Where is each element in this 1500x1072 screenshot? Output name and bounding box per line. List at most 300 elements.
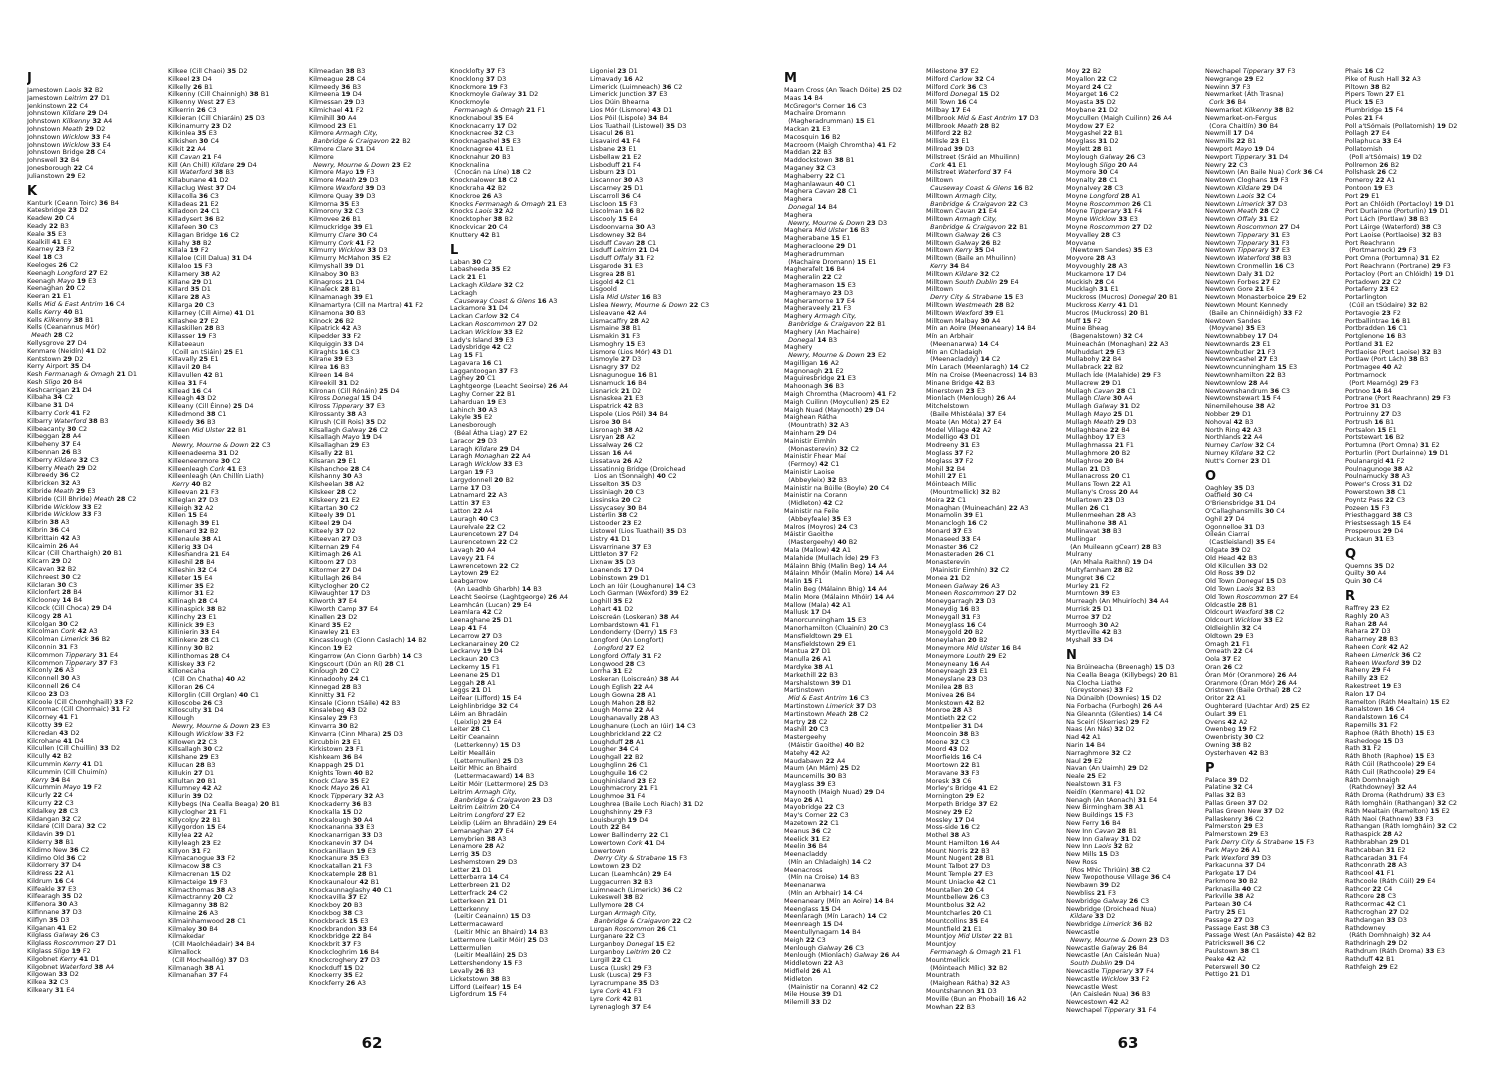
index-entry: Magheraveely 21 F3	[784, 304, 852, 313]
index-entry: (Rathdowney) 32 A4	[1349, 783, 1417, 792]
index-entry: Mullartown 23 D3	[1066, 495, 1125, 504]
index-entry: Killimer 35 E2	[168, 581, 215, 590]
index-entry: Kilflyn 35 D3	[27, 915, 70, 924]
index-entry: Lispatrick 42 B3	[590, 402, 644, 411]
index-entry: Kiltoom 27 D3	[309, 558, 357, 567]
index-entry: Portrane (Port Reachrann) 29 F3	[1345, 394, 1451, 403]
index-entry: Milford Carlow 32 C4	[926, 74, 995, 83]
index-entry: Kilross Donegal 15 D4	[309, 394, 382, 403]
index-entry: Mullinahone 38 A1	[1066, 519, 1128, 528]
index-entry: Newmarket-on-Fergus	[1205, 113, 1277, 122]
index-entry: Loughduff 28 A1	[590, 737, 645, 746]
index-entry: Lemanaghan 27 E4	[450, 826, 514, 835]
index-entry: Killea 31 F4	[168, 378, 207, 387]
index-entry: Lios Mór (Lismore) 43 D1	[590, 105, 673, 114]
index-entry: Mullan 21 D3	[1066, 464, 1110, 473]
index-entry: Kilteevan 27 D3	[309, 534, 362, 543]
index-entry: Pontoon 19 E3	[1345, 183, 1394, 192]
index-entry: Lissiniagh 20 C3	[590, 488, 645, 497]
index-entry: Moycullen (Maigh Cuilinn) 26 A4	[1066, 113, 1172, 122]
index-entry: Portmagee 40 A2	[1345, 363, 1403, 372]
index-entry: Milltown Armagh City,	[926, 191, 998, 200]
index-entry: New Inn Cavan 28 B1	[1066, 826, 1137, 835]
index-entry: Knockavilla 37 E2	[309, 893, 368, 902]
index-entry: Newtownbutler 21 F3	[1205, 347, 1276, 356]
index-entry: Maddan 22 B3	[784, 148, 832, 157]
index-entry: Moynalty 28 C1	[1066, 176, 1118, 185]
index-entry: Kilmacow 38 C3	[168, 862, 222, 871]
index-entry: Kilkit 22 A4	[168, 144, 206, 153]
index-entry: Lackagh Kildare 32 C2	[450, 280, 524, 289]
index-entry: Mullaghboy 17 E3	[1066, 433, 1126, 442]
index-entry: Porturlin (Port Durlainne) 19 D1	[1345, 449, 1449, 458]
index-entry: Kilkee (Cill Chaoi) 35 D2	[168, 68, 248, 75]
index-entry: Derry City & Strabane 15 E3	[930, 293, 1024, 302]
index-entry: Monaghan (Muineachán) 22 A3	[926, 503, 1029, 512]
index-entry: Kinnadoohy 24 C1	[309, 675, 370, 684]
index-entry: (Ros Mhic Thriúin) 38 C2	[1070, 865, 1151, 874]
index-entry: Lackamore 31 D4	[450, 304, 509, 313]
index-entry: Kilmuckridge 39 E1	[309, 222, 374, 231]
index-entry: Maghera	[784, 195, 813, 204]
index-entry: Naas (An Nás) 32 D2	[1066, 725, 1135, 734]
index-entry: Maguiresbridge 21 E3	[784, 374, 857, 383]
index-entry: Lavagh 20 A4	[450, 546, 496, 555]
index-entry: Kilbreedy 36 C2	[27, 471, 80, 480]
index-entry: Newtown Laois 32 C4	[1205, 191, 1277, 200]
index-entry: (Mountmellick) 32 B2	[930, 488, 1001, 497]
index-entry: Quilty 30 A4	[1345, 569, 1387, 578]
index-entry: Newry, Mourne & Down 23 E3	[172, 721, 271, 730]
index-entry: Newcastle Galway 26 B4	[1066, 943, 1148, 952]
index-entry: Kill Waterford 38 B3	[168, 168, 235, 177]
index-entry: Johnswell 32 B4	[27, 156, 80, 165]
index-entry: Park Mayo 26 A1	[1205, 845, 1261, 854]
index-entry: Moylough Sligo 20 A4	[1066, 160, 1138, 169]
index-entry: Leenane 25 D1	[450, 670, 501, 679]
index-entry: Mayo 26 A1	[784, 795, 824, 804]
index-entry: Murroogh 30 A2	[1066, 620, 1119, 629]
index-entry: Kirkistown 23 F1	[309, 745, 364, 754]
index-entry: Kilgowan 33 D2	[27, 970, 79, 979]
index-entry: Monivea 26 B4	[926, 690, 976, 699]
index-entry: Newtownhamilton 22 B3	[1205, 371, 1286, 380]
index-entry: Loughmacrory 21 F1	[590, 784, 659, 793]
index-entry: Longford Offaly 31 F2	[590, 651, 662, 660]
index-entry: Ráth Naoi (Rathnew) 33 F3	[1345, 814, 1434, 823]
index-entry: Monamolin 39 E1	[926, 511, 984, 520]
index-entry: Leenaghane 25 D1	[450, 616, 513, 625]
index-entry: Lisleavane 42 A4	[590, 308, 647, 317]
index-entry: Kilbeheny 37 E4	[27, 440, 81, 449]
index-entry: Kilmacthomas 38 A3	[168, 885, 237, 894]
index-entry: Killowen 22 C3	[168, 737, 218, 746]
index-entry: Kincon 19 E2	[309, 643, 353, 652]
index-entry: Knockmoyle	[450, 98, 490, 107]
index-entry: Knocknaboul 35 E4	[450, 113, 514, 122]
index-entry: Littleton 37 F2	[590, 550, 639, 559]
index-entry: Longwood 28 C3	[590, 659, 646, 668]
index-entry: Newmarket (Áth Trasna)	[1205, 90, 1284, 99]
index-entry: (Castleisland) 35 E4	[1209, 538, 1276, 547]
index-entry: Montieth 22 C2	[926, 714, 977, 723]
index-entry: New Twopothouse Village 36 C4	[1066, 873, 1171, 882]
index-entry: Killeen	[168, 433, 190, 442]
index-entry: Lombardstown 41 F1	[590, 620, 660, 629]
index-entry: Listowel (Lios Tuathail) 35 D3	[590, 527, 687, 536]
index-entry: Partean 30 C4	[1205, 900, 1252, 909]
index-entry: Newtown (An Baile Nua) Cork 36 C4	[1205, 168, 1324, 177]
index-entry: Omeath 22 C4	[1205, 647, 1254, 656]
index-entry: Lissycasey 30 B4	[590, 503, 647, 512]
index-entry: Kildimo Old 36 C2	[27, 853, 87, 862]
index-entry: Mucklagh 31 E1	[1066, 285, 1119, 294]
index-entry: Kilmore Mayo 19 F3	[309, 168, 375, 177]
index-entry: Mungret 36 C2	[1066, 573, 1116, 582]
index-entry: Killashee 27 E2	[168, 316, 219, 325]
index-entry: Kilmessan 29 D3	[309, 98, 365, 107]
index-entry: Jamestown Laois 32 B2	[27, 86, 104, 94]
index-entry: Kilmore	[309, 152, 334, 161]
index-entry: Laurencetown 27 D4	[450, 530, 519, 539]
index-entry: Portroe 31 D3	[1345, 402, 1391, 411]
index-entry: Mackan 21 E3	[784, 124, 831, 133]
index-entry: Kilmorna 35 E3	[309, 199, 360, 208]
index-entry: Kilshanny 30 A3	[309, 472, 363, 481]
index-entry: Killough Wicklow 33 F2	[168, 729, 245, 738]
index-entry: Milltown Malbay 30 A4	[926, 316, 1001, 325]
index-entry: Milltown Kerry 35 D4	[926, 246, 995, 255]
index-entry: Mainistir na Búille (Boyle) 20 C4	[784, 483, 890, 492]
index-entry: Quemns 35 D2	[1345, 561, 1395, 570]
index-entry: Killeedy 36 B3	[168, 417, 216, 426]
index-entry: Loskeran (Loiscreán) 38 A4	[590, 675, 680, 684]
index-entry: Rathaspick 28 A2	[1345, 830, 1403, 839]
index-entry: Lisgold 42 C1	[590, 277, 635, 286]
letter-heading: Q	[1345, 546, 1357, 562]
index-entry: Letterbarra 14 C4	[450, 873, 509, 882]
index-entry: (Letterkenny) 15 D3	[454, 740, 521, 749]
index-entry: Lahinch 30 A3	[450, 405, 498, 414]
index-entry: Mín na Croise (Meenacross) 14 B3	[926, 371, 1038, 380]
index-entry: Maas 14 B4	[784, 93, 823, 102]
index-entry: Monilea 28 B3	[926, 682, 974, 691]
index-entry: Millstreet (Sráid an Mhuilinn)	[926, 152, 1020, 161]
index-entry: Na Gleannta (Glenties) 14 C4	[1066, 709, 1163, 718]
index-entry: Rathcroghan 27 D2	[1345, 908, 1409, 917]
index-entry: Mullingar	[1066, 534, 1097, 543]
index-entry: Kerry Airport 35 D4	[27, 362, 91, 371]
index-entry: Leitrim Armagh City,	[450, 787, 517, 796]
index-entry: Banbridge & Craigavon 22 B2	[313, 137, 411, 146]
index-entry: Port Lách (Portlaw) 38 B3	[1345, 215, 1429, 224]
index-entry: Knocknagree 41 E1	[450, 144, 515, 153]
index-entry: (Cill Mocheallóg) 37 D3	[172, 955, 249, 964]
index-entry: Port Omna (Portumna) 31 E2	[1345, 254, 1440, 263]
index-entry: Rahan 28 A4	[1345, 619, 1388, 628]
index-entry: Milltown Wexford 39 E1	[926, 308, 1005, 317]
index-entry: Moortown 22 B1	[926, 760, 981, 769]
index-entry: Mount Temple 27 E3	[926, 870, 994, 879]
index-entry: Lyre Cork 42 B1	[590, 994, 643, 1003]
index-entry: Ogonnelloe 31 D3	[1205, 522, 1265, 531]
index-entry: Kilbane 31 D4	[27, 401, 74, 410]
index-entry: Killinick 39 E3	[168, 620, 215, 629]
index-entry: Kilskeer 28 C2	[309, 488, 357, 497]
index-entry: Mullabohy 22 B4	[1066, 355, 1122, 364]
index-entry: Loghill 35 E2	[590, 597, 633, 606]
index-entry: Lackan Wicklow 33 E2	[450, 327, 524, 336]
index-entry: Kilpedder 33 F2	[309, 332, 362, 341]
index-entry: Killeevan 21 F3	[168, 488, 219, 497]
index-entry: Macosquin 16 B2	[784, 132, 841, 141]
index-entry: Newtown Cloghans 19 F3	[1205, 176, 1289, 185]
index-entry: Killeany (Cill Éinne) 25 D4	[168, 402, 254, 411]
index-entry: Meenanarwa	[784, 881, 826, 890]
index-entry: Lislea Newry, Mourne & Down 22 C3	[590, 300, 710, 309]
index-entry: Moyne Tipperary 31 F4	[1066, 207, 1143, 216]
index-entry: Mín Larach (Meenlaragh) 14 C2	[926, 363, 1030, 372]
index-entry: Monard 37 E3	[926, 527, 973, 536]
index-entry: Kilcolman Cork 42 A3	[27, 627, 98, 636]
index-entry: Mucros (Muckross) 20 B1	[1066, 308, 1149, 317]
index-entry: Newinn 37 F3	[1205, 82, 1251, 91]
index-entry: Kilclonfert 28 B4	[27, 588, 82, 597]
index-column	[926, 68, 1060, 1011]
index-entry: Lack 21 E1	[450, 273, 487, 282]
index-entry: Lag 15 F1	[450, 351, 483, 360]
index-entry: Knockanure 35 E3	[309, 854, 369, 863]
index-entry: Donegal 14 B4	[788, 202, 838, 211]
letter-heading: L	[450, 242, 459, 258]
index-entry: Meenreagh 15 D4	[784, 920, 844, 929]
index-entry: Killamery 38 A2	[168, 269, 221, 278]
index-entry: Killasser 19 F3	[168, 332, 217, 341]
index-entry: Kilbarry Cork 41 F2	[27, 409, 91, 418]
index-entry: Moneyslane 23 D3	[926, 675, 988, 684]
index-entry: Mitchelstown	[926, 402, 969, 411]
index-entry: Keshcarrigan 21 D4	[27, 385, 92, 394]
index-entry: Raheen Limerick 36 C2	[1345, 650, 1422, 659]
index-entry: Kells (Ceanannus Mór)	[27, 323, 100, 332]
index-entry: Port Láirge (Waterford) 38 C3	[1345, 222, 1442, 231]
index-entry: Knock Mayo 26 A1	[309, 784, 371, 793]
index-entry: Magheramorne 17 E4	[784, 296, 856, 305]
index-entry: Kilbride Wicklow 33 F3	[27, 510, 102, 519]
index-entry: Kildavin 39 D1	[27, 830, 76, 839]
index-entry: Moyne Longford 28 A1	[1066, 191, 1141, 200]
index-entry: Kilberry Kildare 32 C3	[27, 455, 99, 464]
index-entry: Kilrane 39 E3	[309, 355, 354, 364]
index-entry: Mount Hamilton 16 A4	[926, 838, 1000, 847]
index-entry: Markethill 22 B3	[784, 670, 838, 679]
index-column	[309, 68, 443, 988]
index-entry: Moglass 37 F2	[926, 456, 974, 465]
index-entry: Newgrange 29 E2	[1205, 74, 1264, 83]
index-entry: (Cora Chaitlín) 30 B4	[1209, 121, 1279, 130]
index-entry: Maghery (An Machaire)	[784, 327, 860, 336]
index-entry: Loiscreán (Loskeran) 38 A4	[590, 612, 680, 621]
index-entry: Kilbricken 32 A3	[27, 479, 81, 488]
index-entry: Lisduff Leitrim 21 D4	[590, 246, 659, 255]
index-entry: Newtowncunningham 15 E3	[1205, 363, 1298, 372]
index-entry: Mallow (Mala) 42 A1	[784, 600, 851, 609]
index-entry: Killaloe (Cill Dalua) 31 D4	[168, 254, 253, 263]
index-entry: Lisnagunogue 16 B1	[590, 371, 658, 380]
index-entry: (Maighean Rátha) 32 A3	[930, 979, 1011, 988]
index-entry: Moresk 33 C6	[926, 776, 972, 785]
index-entry: Kilteely 39 D1	[309, 511, 356, 520]
index-entry: Kearney 23 F2	[27, 245, 75, 254]
index-entry: Portruinny 27 D3	[1345, 410, 1402, 419]
index-entry: Kilmainhamwood 28 C1	[168, 916, 247, 925]
index-entry: Pipers Town 27 E1	[1345, 90, 1405, 99]
index-entry: Kilbrin 36 C4	[27, 526, 70, 535]
index-entry: Mala (Mallow) 42 A1	[784, 546, 851, 555]
index-entry: Lisacul 26 B1	[590, 129, 635, 138]
index-entry: Milemill 33 D2	[784, 998, 832, 1007]
index-entry: Nad 42 A1	[1066, 733, 1101, 742]
index-entry: Mullach Íde (Malahide) 29 F3	[1066, 371, 1161, 380]
index-column	[1066, 68, 1200, 1015]
index-entry: (Cill On Chatha) 40 A2	[172, 675, 246, 684]
index-entry: Mill Town 16 C4	[926, 98, 978, 107]
index-entry: Na Brúineacha (Breenagh) 15 D3	[1066, 662, 1175, 671]
index-entry: Lusca (Lusk) 29 F3	[590, 963, 652, 972]
index-entry: Laveyу 21 F4	[450, 553, 495, 562]
index-entry: Newtown Kildare 29 D4	[1205, 183, 1283, 192]
index-entry: Killylea 22 A2	[168, 831, 214, 840]
index-entry: Keenaghan 20 C2	[27, 284, 86, 293]
index-entry: Kilmorony 32 C3	[309, 207, 364, 216]
index-entry: Loughmoe 31 F4	[590, 792, 646, 801]
index-entry: Lios Póil (Lispole) 34 B4	[590, 113, 668, 122]
index-entry: Knocknacarry 17 D2	[450, 121, 517, 130]
index-entry: Kesh Sligo 20 B4	[27, 377, 83, 386]
index-entry: Knocknalina	[450, 160, 490, 169]
index-entry: Leighlinbridge 32 C4	[450, 701, 519, 710]
index-entry: Malros (Moyros) 24 C3	[784, 522, 858, 531]
index-entry: Oghil 27 D4	[1205, 514, 1245, 523]
index-entry: Knockbog 38 C3	[309, 909, 363, 918]
index-entry: Moneygall 31 F3	[926, 612, 981, 621]
letter-heading: M	[784, 71, 797, 86]
index-entry: Milltown Kildare 32 C2	[926, 269, 1000, 278]
index-entry: Mount Talbot 27 D3	[926, 862, 991, 871]
index-entry: (Mountrath) 32 A3	[788, 421, 849, 430]
index-entry: Knights Town 40 B2	[309, 768, 374, 777]
index-entry: Killeglan 27 D3	[168, 495, 219, 504]
index-entry: Loughguile 16 C2	[590, 768, 648, 777]
index-entry: Lisdowney 32 B4	[590, 230, 647, 239]
index-entry: Kerry 34 B4	[930, 261, 970, 270]
index-entry: (Poll a'tSómais) 19 D2	[1349, 152, 1423, 161]
index-entry: Causeway Coast & Glens 16 B2	[930, 183, 1034, 192]
index-entry: Killeenleagh Cork 41 E3	[168, 464, 247, 473]
index-entry: Ninemilehouse 38 A2	[1205, 402, 1276, 411]
index-entry: Leggs 21 D1	[450, 686, 492, 695]
index-entry: Mullanacross 20 C1	[1066, 472, 1131, 481]
index-entry: Kilcormac (Cill Chormaic) 31 F2	[27, 705, 131, 714]
index-entry: Kilmeadan 38 B3	[309, 68, 366, 75]
index-entry: Knockbrack 15 E3	[309, 916, 369, 925]
index-entry: Keale 35 E3	[27, 229, 67, 238]
index-entry: Knockatallan 21 F3	[309, 862, 373, 871]
index-entry: Moy 22 B2	[1066, 68, 1102, 75]
index-entry: Navan (An Uaimh) 29 D2	[1066, 764, 1149, 773]
page-number-left: 62	[361, 1034, 383, 1052]
index-entry: Maghaberry 22 C1	[784, 171, 846, 180]
index-entry: Randalstown 16 C4	[1345, 713, 1409, 722]
index-entry: Kildare (Cill Dara) 32 C2	[27, 822, 107, 831]
index-entry: Newtown Offaly 31 E2	[1205, 215, 1279, 224]
index-entry: Killavil 20 B4	[168, 363, 212, 372]
index-entry: Limerick (Luimneach) 36 C2	[590, 82, 683, 91]
index-entry: Mid & East Antrim 16 C3	[788, 694, 869, 703]
index-entry: Killinkere 28 C1	[168, 636, 220, 645]
index-entry: Knockanevin 37 D4	[309, 838, 373, 847]
index-entry: Newtowncashel 27 E3	[1205, 355, 1278, 364]
index-entry: Leacht Seoirse (Laghtgeorge) 26 A4	[450, 592, 569, 601]
index-entry: Knockbrandon 33 E4	[309, 924, 378, 933]
index-entry: Narin 14 B4	[1066, 740, 1106, 749]
index-entry: Leamhcán (Lucan) 29 E4	[450, 600, 532, 609]
index-entry: Mountallen 20 C4	[926, 885, 985, 894]
index-entry: Moira 22 C1	[926, 495, 967, 504]
index-entry: Parkacunna 37 D4	[1205, 861, 1266, 870]
index-entry: Killaskillen 28 B3	[168, 324, 225, 333]
index-entry: Lisnagry 37 D2	[590, 363, 641, 372]
index-entry: Kishkeam 36 B4	[309, 753, 363, 762]
index-entry: Na Dúnaibh (Downies) 15 D2	[1066, 694, 1162, 703]
index-entry: Mainistir na Corann	[784, 491, 848, 500]
index-entry: Kinawley 21 E3	[309, 628, 360, 637]
index-entry: Kilmore Armagh City,	[309, 129, 378, 138]
index-entry: Mín an Aoire (Meenaneary) 14 B4	[926, 324, 1036, 333]
index-entry: New Ferry 16 B4	[1066, 818, 1121, 827]
index-entry: Mainistir na Feile	[784, 507, 839, 516]
index-entry: Kilderry 38 B1	[27, 837, 75, 846]
index-entry: Kilcaimin 26 A4	[27, 541, 79, 550]
index-entry: Longford 27 E2	[594, 643, 645, 652]
index-entry: (Baile Mhistéala) 37 E4	[930, 410, 1007, 419]
index-entry: Listry 41 D1	[590, 534, 631, 543]
index-entry: Maghery Armagh City,	[784, 312, 857, 321]
index-entry: Omagh 21 F1	[1205, 639, 1250, 648]
index-entry: Killeeneenmore 30 C2	[168, 456, 241, 465]
index-entry: Lisbellaw 21 E2	[590, 152, 642, 161]
index-entry: Killen 15 E4	[168, 511, 208, 520]
index-entry: Mayobridge 22 C3	[784, 803, 845, 812]
index-entry: Kilteel 29 D4	[309, 519, 352, 528]
index-entry: Banbridge & Craigavon 22 C3	[930, 199, 1028, 208]
index-entry: Kerry 40 B2	[172, 480, 212, 489]
index-entry: Killeshil 28 B4	[168, 558, 215, 567]
letter-heading: K	[27, 183, 38, 199]
index-entry: Newport Mayo 19 D4	[1205, 144, 1275, 153]
index-entry: Murrisk 25 D1	[1066, 604, 1113, 613]
index-entry: Mullinavat 38 B3	[1066, 527, 1122, 536]
index-entry: Martinstown	[784, 686, 825, 695]
index-entry: Killinagh 28 C4	[168, 597, 218, 606]
index-entry: Kilsallaghan 29 E3	[309, 441, 370, 450]
index-entry: Newtown Tipperary 31 E3	[1205, 230, 1291, 239]
index-entry: Kilmurry Wicklow 33 D3	[309, 246, 388, 255]
index-entry: Lusk (Lusca) 29 F3	[590, 971, 652, 980]
index-entry: Kilbaha 34 C2	[27, 393, 74, 402]
index-entry: Kilgobnet Kerry 41 D1	[27, 954, 100, 963]
index-entry: Lurganboy Donegal 15 E2	[590, 940, 676, 949]
